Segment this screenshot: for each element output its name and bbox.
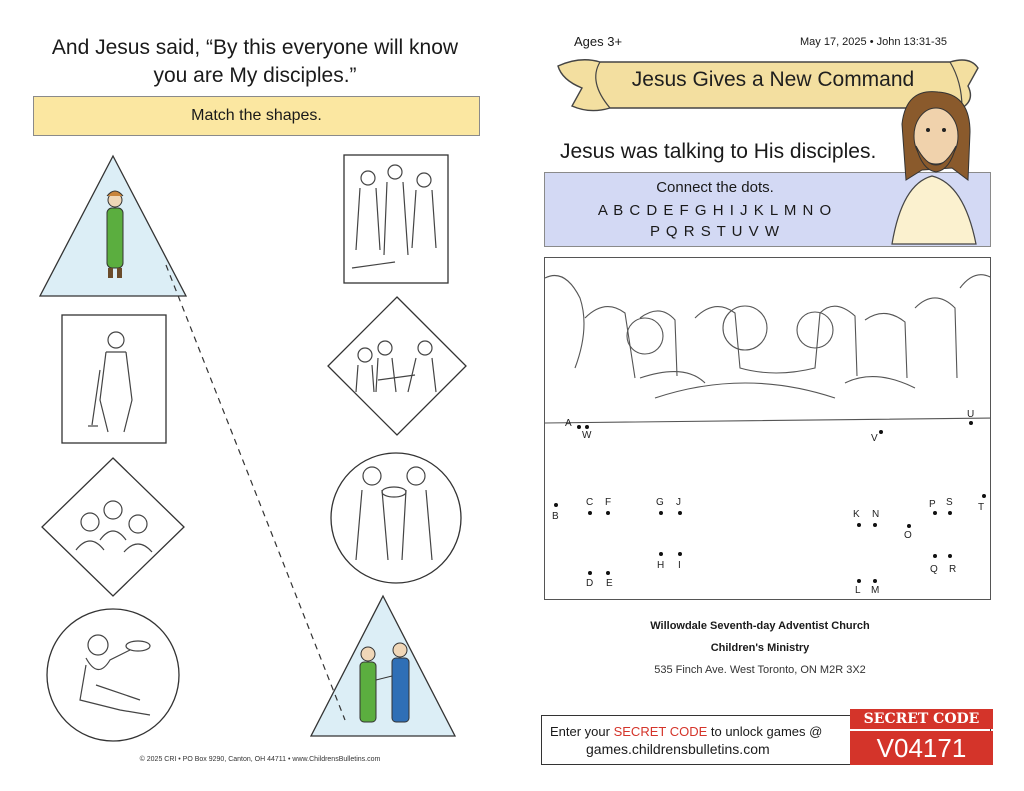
instruction-bar <box>33 96 480 136</box>
instruction-text: Match the shapes. <box>191 107 322 124</box>
code-prompt-highlight: SECRET CODE <box>613 724 708 739</box>
dot-label-C: C <box>586 497 594 508</box>
dot-Q <box>933 554 937 558</box>
secret-code-label: SECRET CODE <box>850 709 993 729</box>
dot-T <box>982 494 986 498</box>
games-url[interactable]: games.childrensbulletins.com <box>586 741 770 757</box>
dot-R <box>948 554 952 558</box>
church-name: Willowdale Seventh-day Adventist Church <box>650 620 870 632</box>
memory-verse: And Jesus said, “By this everyone will know you are My disciples.” <box>51 36 459 87</box>
dot-label-H: H <box>657 560 665 571</box>
dot-V <box>879 430 883 434</box>
disciple-green-robe-picture <box>107 191 123 278</box>
date-reference: May 17, 2025 • John 13:31-35 <box>800 36 947 48</box>
lesson-subtitle: Jesus was talking to His disciples. <box>560 140 877 163</box>
shape-square-left[interactable] <box>62 315 166 443</box>
dot-N <box>873 523 877 527</box>
dot-label-R: R <box>949 564 957 575</box>
dot-label-V: V <box>871 433 878 444</box>
dot-label-P: P <box>929 499 936 510</box>
jesus-illustration <box>872 84 992 250</box>
dot-P <box>933 511 937 515</box>
shape-square-right[interactable] <box>344 155 448 283</box>
letters-line-2: P Q R S T U V W <box>649 223 781 240</box>
dot-G <box>659 511 663 515</box>
connect-dots-heading: Connect the dots. <box>656 179 774 196</box>
dot-H <box>659 552 663 556</box>
dot-label-S: S <box>946 497 953 508</box>
secret-code-value: V04171 <box>850 731 993 765</box>
dot-label-K: K <box>853 509 860 520</box>
shape-triangle-right[interactable] <box>311 596 455 736</box>
dot-C <box>588 511 592 515</box>
connect-dots-picture <box>544 257 991 600</box>
dot-K <box>857 523 861 527</box>
dot-label-J: J <box>676 497 681 508</box>
dot-label-A: A <box>565 418 572 429</box>
shape-circle-right[interactable] <box>331 453 461 583</box>
dot-L <box>857 579 861 583</box>
dot-label-I: I <box>678 560 681 571</box>
dot-D <box>588 571 592 575</box>
last-supper-scene <box>545 258 991 600</box>
letters-line-1: A B C D E F G H I J K L M N O <box>597 202 833 219</box>
dot-label-N: N <box>872 509 880 520</box>
lesson-title: Jesus Gives a New Command <box>631 68 915 91</box>
dot-U <box>969 421 973 425</box>
dot-label-F: F <box>605 497 612 508</box>
dot-label-U: U <box>967 409 975 420</box>
dot-label-W: W <box>582 430 592 441</box>
example-match-line <box>166 265 345 720</box>
shape-diamond-left[interactable] <box>42 458 184 596</box>
dot-label-B: B <box>552 511 559 522</box>
dot-label-G: G <box>656 497 664 508</box>
dot-W <box>585 425 589 429</box>
dot-label-T: T <box>978 502 985 513</box>
dot-F <box>606 511 610 515</box>
dot-I <box>678 552 682 556</box>
copyright-footer: © 2025 CRI • PO Box 9290, Canton, OH 44711 • www.ChildrensBulletins.com <box>139 756 381 763</box>
dot-E <box>606 571 610 575</box>
match-shapes-area <box>0 140 512 750</box>
shape-diamond-right[interactable] <box>328 297 466 435</box>
shape-circle-left[interactable] <box>47 609 179 741</box>
dot-label-M: M <box>871 585 880 596</box>
dot-A <box>577 425 581 429</box>
dot-M <box>873 579 877 583</box>
secret-code-badge <box>850 709 993 767</box>
dot-label-Q: Q <box>930 564 938 575</box>
shape-triangle-left[interactable] <box>40 156 186 296</box>
dot-B <box>554 503 558 507</box>
church-address: 535 Finch Ave. West Toronto, ON M2R 3X2 <box>654 664 866 676</box>
dot-O <box>907 524 911 528</box>
dot-label-D: D <box>586 578 594 589</box>
dot-label-E: E <box>606 578 613 589</box>
dot-J <box>678 511 682 515</box>
dot-label-L: L <box>855 585 861 596</box>
ministry-name: Children's Ministry <box>710 642 810 654</box>
code-prompt: Enter your SECRET CODE to unlock games @ <box>550 724 823 739</box>
dot-label-O: O <box>904 530 912 541</box>
age-label: Ages 3+ <box>574 34 623 49</box>
dot-S <box>948 511 952 515</box>
